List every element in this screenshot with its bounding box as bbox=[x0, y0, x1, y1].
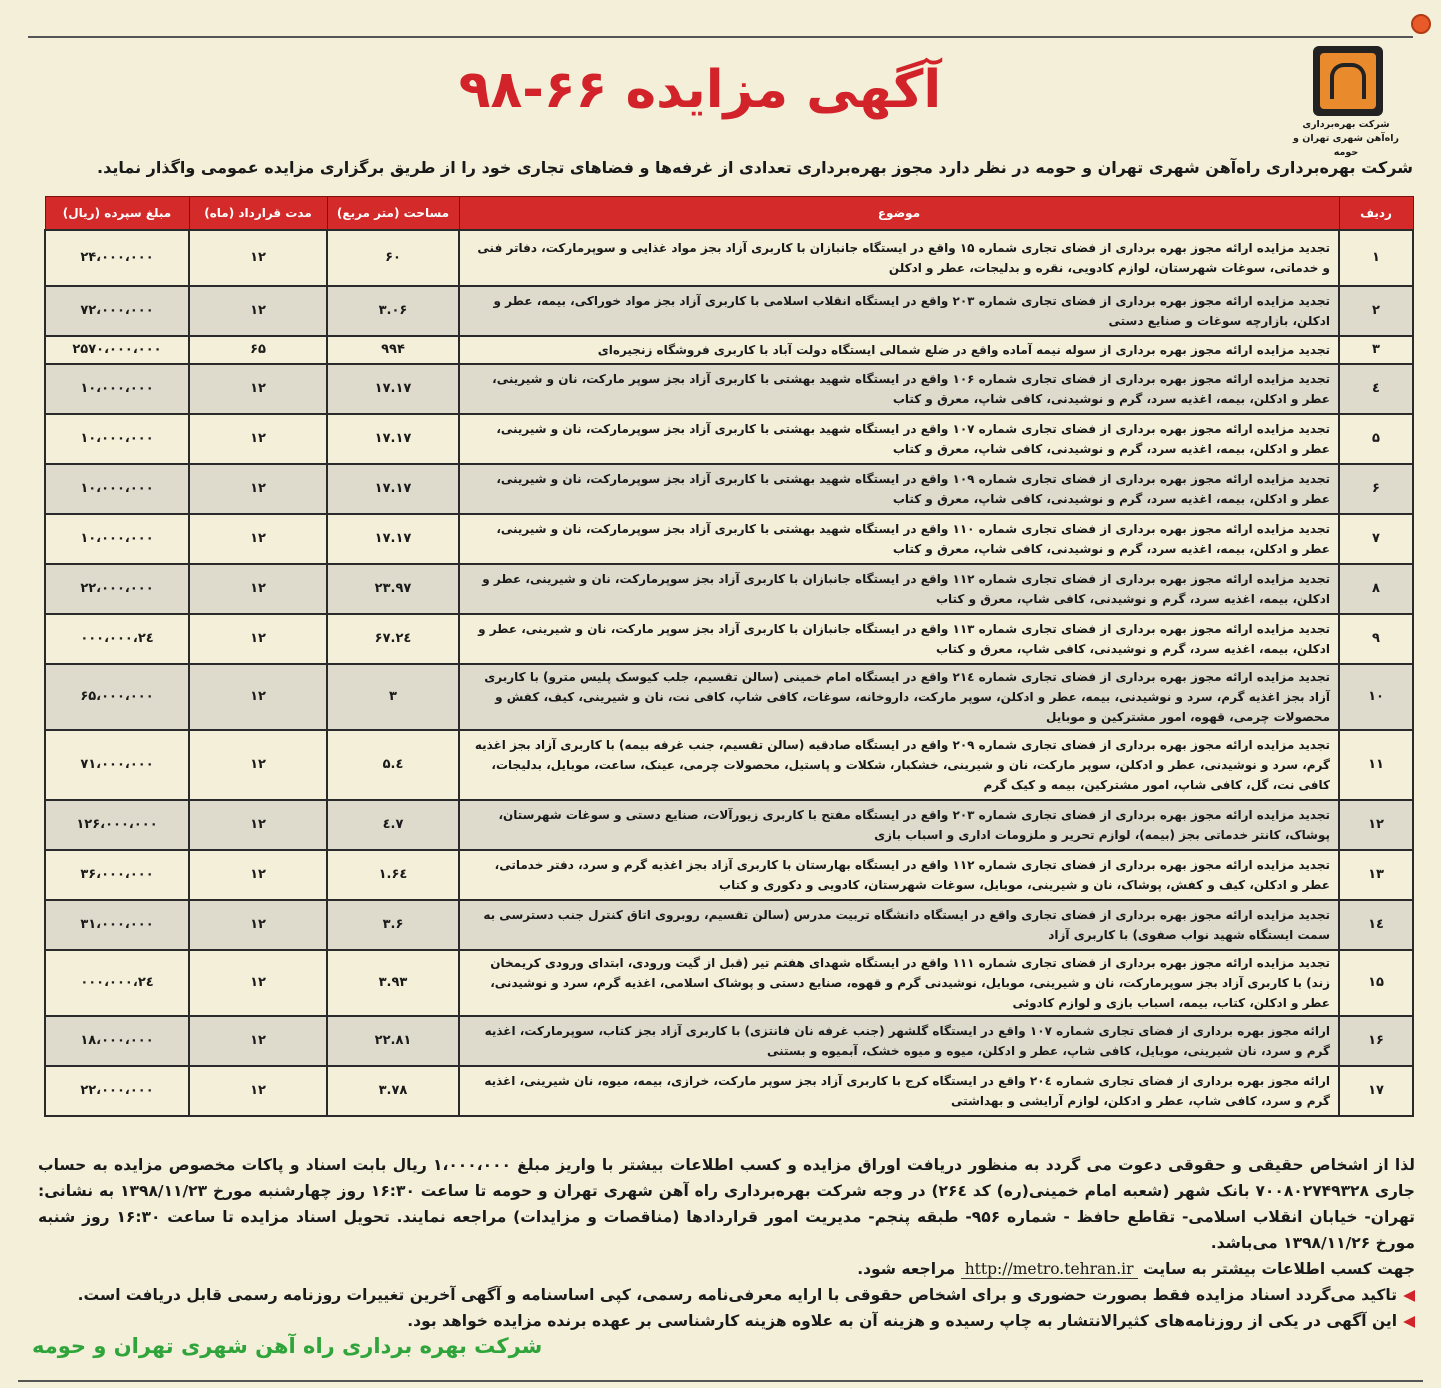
bullet-2-text: این آگهی در یکی از روزنامه‌های کثیرالانتشار به چاپ رسیده و هزینه آن به علاوه هزینه کارشناسی بر عهده برنده مزایده خواهد بود. bbox=[407, 1312, 1398, 1330]
deposit-cell: ۱۸،۰۰۰،۰۰۰ bbox=[45, 1016, 189, 1066]
row-number-cell: ۱۳ bbox=[1339, 850, 1413, 900]
subject-cell: تجدید مزایده ارائه مجوز بهره برداری از فضای تجاری شماره ۲۱٤ واقع در ایستگاه امام خمینی (سالن تقسیم، جلب کیوسک پلیس مترو) با کاربری آزاد بجز اغذیه گرم، سرد و نوشیدنی، بیمه، عطر و ادکلن، سوپر مارکت، داروخانه، سوغات، کافی شاپ، کافی نت، نان و شیرینی، کیف، کفش و محصولات چرمی، قهوه، امور مشترکین و موبایل bbox=[459, 664, 1339, 730]
subject-cell: تجدید مزایده ارائه مجوز بهره برداری از فضای تجاری شماره ۱۰۷ واقع در ایستگاه شهید بهشتی با کاربری آزاد بجز سوپرمارکت، نان و شیرینی، عطر و ادکلن، بیمه، اغذیه سرد، گرم و نوشیدنی، کافی شاپ، معرق و کتاب bbox=[459, 414, 1339, 464]
triangle-bullet-icon: ◀ bbox=[1403, 1286, 1415, 1304]
logo-caption-line-2: راه‌آهن شهری تهران و حومه bbox=[1293, 133, 1399, 158]
duration-cell: ۱۲ bbox=[189, 950, 327, 1016]
row-number-cell: ۱ bbox=[1339, 230, 1413, 286]
footer-company-name: شرکت بهره برداری راه آهن شهری تهران و حومه bbox=[32, 1334, 543, 1358]
duration-cell: ۱۲ bbox=[189, 364, 327, 414]
area-cell: ۶۰ bbox=[327, 230, 459, 286]
area-cell: ۳ bbox=[327, 664, 459, 730]
duration-cell: ۱۲ bbox=[189, 1066, 327, 1116]
area-cell: ۱۷.۱۷ bbox=[327, 364, 459, 414]
row-number-cell: ۲ bbox=[1339, 286, 1413, 336]
area-cell: ٤.۵ bbox=[327, 730, 459, 800]
duration-cell: ۱۲ bbox=[189, 664, 327, 730]
table-row bbox=[45, 564, 1413, 614]
deposit-cell: ۲۲،۰۰۰،۰۰۰ bbox=[45, 564, 189, 614]
table-row bbox=[45, 464, 1413, 514]
duration-cell: ۱۲ bbox=[189, 564, 327, 614]
duration-cell: ۱۲ bbox=[189, 730, 327, 800]
row-number-cell: ۱۲ bbox=[1339, 800, 1413, 850]
site-link[interactable]: http://metro.tehran.ir bbox=[961, 1260, 1138, 1279]
deposit-cell: ۲٤،۰۰۰،۰۰۰ bbox=[45, 950, 189, 1016]
deposit-cell: ۱۰،۰۰۰،۰۰۰ bbox=[45, 514, 189, 564]
deposit-cell: ۲۵۷۰،۰۰۰،۰۰۰ bbox=[45, 336, 189, 364]
table-header-row bbox=[45, 197, 1413, 231]
area-cell: ۲٤.۶۷ bbox=[327, 614, 459, 664]
row-number-cell: ۸ bbox=[1339, 564, 1413, 614]
subject-cell: تجدید مزایده ارائه مجوز بهره برداری از فضای تجاری شماره ۲۰۹ واقع در ایستگاه صادقیه (سالن تقسیم، جنب غرفه بیمه) با کاربری آزاد بجز اغذیه گرم، سرد و نوشیدنی، عطر و ادکلن، سوپر مارکت، نان و شیرینی، خشکبار، شکلات و پاستیل، محصولات چرمی، عینک، ساعت، موبایل، بدلیجات، کافی نت، گل، کافی شاپ، امور مشترکین، بیمه و کیک گرم bbox=[459, 730, 1339, 800]
table-row bbox=[45, 850, 1413, 900]
table-row bbox=[45, 800, 1413, 850]
deposit-cell: ۳۱،۰۰۰،۰۰۰ bbox=[45, 900, 189, 950]
top-rule bbox=[28, 36, 1413, 38]
triangle-bullet-icon: ◀ bbox=[1403, 1312, 1415, 1330]
row-number-cell: ٤ bbox=[1339, 364, 1413, 414]
subject-cell: تجدید مزایده ارائه مجوز بهره برداری از فضای تجاری شماره ۱۵ واقع در ایستگاه جانبازان با کاربری آزاد بجز مواد غذایی و سوپرمارکت، دفاتر فنی و خدماتی، سوغات شهرستان، لوازم کادویی، نقره و بدلیجات، عطر و ادکلن bbox=[459, 230, 1339, 286]
site-suffix: مراجعه شود. bbox=[857, 1260, 956, 1278]
table-row bbox=[45, 286, 1413, 336]
area-cell: ۱۷.۱۷ bbox=[327, 414, 459, 464]
row-number-cell: ۱۶ bbox=[1339, 1016, 1413, 1066]
subject-cell: ارائه مجوز بهره برداری از فضای تجاری شماره ۱۰۷ واقع در ایستگاه گلشهر (جنب غرفه نان فانتزی) با کاربری آزاد بجز کتاب، سوپرمارکت، اغذیه گرم و سرد، نان شیرینی، موبایل، کافی شاپ، عطر و ادکلن، میوه و میوه خشک، آبمیوه و بستنی bbox=[459, 1016, 1339, 1066]
subject-cell: تجدید مزایده ارائه مجوز بهره برداری از فضای تجاری شماره ۱۱۱ واقع در ایستگاه شهدای هفتم تیر (قبل از گیت ورودی، ابتدای ورودی کریمخان زند) با کاربری آزاد بجز سوپرمارکت، نان و شیرینی، موبایل، نوشیدنی گرم و قهوه، صنایع دستی و پوشاک اسلامی، اغذیه گرم، سرد و نوشیدنی، عطر و ادکلن، کتاب، بیمه، اسباب بازی و لوازم کادوئی bbox=[459, 950, 1339, 1016]
area-cell: ۷.٤ bbox=[327, 800, 459, 850]
logo-caption-line-1: شرکت بهره‌برداری bbox=[1302, 119, 1390, 130]
row-number-cell: ۱۷ bbox=[1339, 1066, 1413, 1116]
area-cell: ۳.۷۸ bbox=[327, 1066, 459, 1116]
duration-cell: ۱۲ bbox=[189, 1016, 327, 1066]
bottom-rule bbox=[18, 1380, 1423, 1382]
duration-cell: ۶۵ bbox=[189, 336, 327, 364]
duration-cell: ۱۲ bbox=[189, 850, 327, 900]
notes-section bbox=[38, 1152, 1415, 1334]
col-header-deposit: مبلغ سپرده (ریال) bbox=[45, 197, 189, 231]
table-body bbox=[45, 230, 1413, 1116]
deposit-cell: ۲۴،۰۰۰،۰۰۰ bbox=[45, 230, 189, 286]
bullet-1 bbox=[38, 1282, 1415, 1308]
area-cell: ۱.۶٤ bbox=[327, 850, 459, 900]
deposit-cell: ۷۱،۰۰۰،۰۰۰ bbox=[45, 730, 189, 800]
area-cell: ۹۹۴ bbox=[327, 336, 459, 364]
subject-cell: تجدید مزایده ارائه مجوز بهره برداری از فضای تجاری شماره ۲۰۳ واقع در ایستگاه انقلاب اسلامی با کاربری آزاد بجز مواد خوراکی، بیمه، عطر و ادکلن، بازارچه سوغات و صنایع دستی bbox=[459, 286, 1339, 336]
row-number-cell: ۷ bbox=[1339, 514, 1413, 564]
subject-cell: تجدید مزایده ارائه مجوز بهره برداری از فضای تجاری شماره ۱۱۲ واقع در ایستگاه بهارستان با کاربری آزاد بجز اغذیه گرم و سرد، دفتر خدماتی، عطر و ادکلن، کیف و کفش، پوشاک، نان و شیرینی، موبایل، سوغات شهرستان، کادویی و دکوری و کتاب bbox=[459, 850, 1339, 900]
subject-cell: تجدید مزایده ارائه مجوز بهره برداری از فضای تجاری شماره ۱۰۹ واقع در ایستگاه شهید بهشتی با کاربری آزاد بجز سوپرمارکت، نان و شیرینی، عطر و ادکلن، بیمه، اغذیه سرد، گرم و نوشیدنی، کافی شاپ، معرق و کتاب bbox=[459, 464, 1339, 514]
row-number-cell: ۹ bbox=[1339, 614, 1413, 664]
area-cell: ۲۲.۸۱ bbox=[327, 1016, 459, 1066]
table-row bbox=[45, 230, 1413, 286]
deposit-cell: ۶۵،۰۰۰،۰۰۰ bbox=[45, 664, 189, 730]
subject-cell: تجدید مزایده ارائه مجوز بهره برداری از فضای تجاری شماره ۱۱۲ واقع در ایستگاه جانبازان با کاربری آزاد بجز سوپرمارکت، نان و شیرینی، عطر و ادکلن، بیمه، اغذیه سرد، گرم و نوشیدنی، کافی شاپ، معرق و کتاب bbox=[459, 564, 1339, 614]
bullet-1-text: تاکید می‌گردد اسناد مزایده فقط بصورت حضوری و برای اشخاص حقوقی با ارایه معرفی‌نامه رسمی، کپی اساسنامه و آگهی آخرین تغییرات روزنامه رسمی قابل دریافت است. bbox=[77, 1286, 1398, 1304]
area-cell: ۲۳.۹۷ bbox=[327, 564, 459, 614]
table-row bbox=[45, 1066, 1413, 1116]
table-row bbox=[45, 1016, 1413, 1066]
row-number-cell: ۳ bbox=[1339, 336, 1413, 364]
page-title: آگهی مزایده ۶۶-۹۸ bbox=[458, 60, 942, 120]
area-cell: ۱۷.۱۷ bbox=[327, 464, 459, 514]
subject-cell: تجدید مزایده ارائه مجوز بهره برداری از فضای تجاری واقع در ایستگاه دانشگاه تربیت مدرس (سالن تقسیم، روبروی اتاق کنترل جنب دسترسی به سمت ایستگاه شهید نواب صفوی) با کاربری آزاد bbox=[459, 900, 1339, 950]
subject-cell: تجدید مزایده ارائه مجوز بهره برداری از سوله نیمه آماده واقع در ضلع شمالی ایستگاه دولت آباد با کاربری فروشگاه زنجیره‌ای bbox=[459, 336, 1339, 364]
table-row bbox=[45, 900, 1413, 950]
metro-logo-icon bbox=[1313, 46, 1383, 116]
row-number-cell: ۱۰ bbox=[1339, 664, 1413, 730]
area-cell: ۳.۶ bbox=[327, 900, 459, 950]
site-prefix: جهت کسب اطلاعات بیشتر به سایت bbox=[1142, 1260, 1415, 1278]
duration-cell: ۱۲ bbox=[189, 514, 327, 564]
table-row bbox=[45, 514, 1413, 564]
area-cell: ۳.۰۶ bbox=[327, 286, 459, 336]
col-header-row: ردیف bbox=[1339, 197, 1413, 231]
subject-cell: تجدید مزایده ارائه مجوز بهره برداری از فضای تجاری شماره ۲۰۳ واقع در ایستگاه مفتح با کاربری زیورآلات، صنایع دستی و سوغات شهرستان، پوشاک، کانتر خدماتی بجز (بیمه)، لوازم تحریر و ملزومات اداری و اسباب بازی bbox=[459, 800, 1339, 850]
deposit-cell: ۱۲۶،۰۰۰،۰۰۰ bbox=[45, 800, 189, 850]
deposit-cell: ۳۶،۰۰۰،۰۰۰ bbox=[45, 850, 189, 900]
table-row bbox=[45, 730, 1413, 800]
table-row bbox=[45, 614, 1413, 664]
logo-caption bbox=[1281, 118, 1411, 160]
deposit-cell: ۱۰،۰۰۰،۰۰۰ bbox=[45, 414, 189, 464]
row-number-cell: ۱٤ bbox=[1339, 900, 1413, 950]
col-header-area: مساحت (متر مربع) bbox=[327, 197, 459, 231]
duration-cell: ۱۲ bbox=[189, 286, 327, 336]
table-row bbox=[45, 364, 1413, 414]
site-line bbox=[38, 1256, 1415, 1282]
subject-cell: تجدید مزایده ارائه مجوز بهره برداری از فضای تجاری شماره ۱۱۳ واقع در ایستگاه جانبازان با کاربری آزاد بجز سوپر مارکت، نان و شیرینی، عطر و ادکلن، بیمه، اغذیه سرد، گرم و نوشیدنی، کافی شاپ، معرق و کتاب bbox=[459, 614, 1339, 664]
duration-cell: ۱۲ bbox=[189, 230, 327, 286]
col-header-duration: مدت قرارداد (ماه) bbox=[189, 197, 327, 231]
duration-cell: ۱۲ bbox=[189, 800, 327, 850]
table-row bbox=[45, 414, 1413, 464]
duration-cell: ۱۲ bbox=[189, 464, 327, 514]
col-header-subject: موضوع bbox=[459, 197, 1339, 231]
duration-cell: ۱۲ bbox=[189, 414, 327, 464]
notes-paragraph: لذا از اشخاص حقیقی و حقوقی دعوت می گردد به منظور دریافت اوراق مزایده و کسب اطلاعات بیشتر با واریز مبلغ ۱،۰۰۰،۰۰۰ ریال بابت اسناد و پاکات مخصوص مزایده به حساب جاری ۷۰۰۸۰۲۷۴۹۳۲۸ بانک شهر (شعبه امام خمینی(ره) کد ۲۶٤) در وجه شرکت بهره‌برداری راه آهن شهری تهران و حومه تا ساعت ۱۶:۳۰ روز چهارشنبه مورخ ۱۳۹۸/۱۱/۲۳ به نشانی: تهران- خیابان انقلاب اسلامی- تقاطع حافظ - شماره ۹۵۶- طبقه پنجم- مدیریت امور قراردادها (مناقصات و مزایدات) مراجعه نمایند. تحویل اسناد مزایده تا ساعت ۱۶:۳۰ روز شنبه مورخ ۱۳۹۸/۱۱/۲۶ می‌باشد. bbox=[38, 1156, 1415, 1252]
subject-cell: تجدید مزایده ارائه مجوز بهره برداری از فضای تجاری شماره ۱۱۰ واقع در ایستگاه شهید بهشتی با کاربری آزاد بجز سوپرمارکت، نان و شیرینی، عطر و ادکلن، بیمه، اغذیه سرد، گرم و نوشیدنی، کافی شاپ، معرق و کتاب bbox=[459, 514, 1339, 564]
subject-cell: ارائه مجوز بهره برداری از فضای تجاری شماره ۲۰٤ واقع در ایستگاه کرج با کاربری آزاد بجز سوپر مارکت، خرازی، بیمه، میوه، نان شیرینی، اغذیه گرم و سرد، کافی شاپ، عطر و ادکلن، لوازم آرایشی و بهداشتی bbox=[459, 1066, 1339, 1116]
bullet-2 bbox=[38, 1308, 1415, 1334]
table-row bbox=[45, 950, 1413, 1016]
pin-icon bbox=[1411, 14, 1431, 34]
deposit-cell: ۱۰،۰۰۰،۰۰۰ bbox=[45, 464, 189, 514]
area-cell: ۳.۹۳ bbox=[327, 950, 459, 1016]
subject-cell: تجدید مزایده ارائه مجوز بهره برداری از فضای تجاری شماره ۱۰۶ واقع در ایستگاه شهید بهشتی با کاربری آزاد بجز سوپر مارکت، نان و شیرینی، عطر و ادکلن، بیمه، اغذیه سرد، گرم و نوشیدنی، کافی شاپ، معرق و کتاب bbox=[459, 364, 1339, 414]
duration-cell: ۱۲ bbox=[189, 614, 327, 664]
row-number-cell: ۱۵ bbox=[1339, 950, 1413, 1016]
table-row bbox=[45, 664, 1413, 730]
area-cell: ۱۷.۱۷ bbox=[327, 514, 459, 564]
auction-table bbox=[44, 196, 1414, 1117]
table-row bbox=[45, 336, 1413, 364]
row-number-cell: ۶ bbox=[1339, 464, 1413, 514]
row-number-cell: ۵ bbox=[1339, 414, 1413, 464]
row-number-cell: ۱۱ bbox=[1339, 730, 1413, 800]
deposit-cell: ۲۲،۰۰۰،۰۰۰ bbox=[45, 1066, 189, 1116]
deposit-cell: ۱۰،۰۰۰،۰۰۰ bbox=[45, 364, 189, 414]
intro-text: شرکت بهره‌برداری راه‌آهن شهری تهران و حومه در نظر دارد مجوز بهره‌برداری تعدادی از غرفه‌ها و فضاهای تجاری خود را از طریق برگزاری مزایده عمومی واگذار نماید. bbox=[97, 158, 1413, 177]
deposit-cell: ۷۲،۰۰۰،۰۰۰ bbox=[45, 286, 189, 336]
deposit-cell: ۲٤،۰۰۰،۰۰۰ bbox=[45, 614, 189, 664]
duration-cell: ۱۲ bbox=[189, 900, 327, 950]
